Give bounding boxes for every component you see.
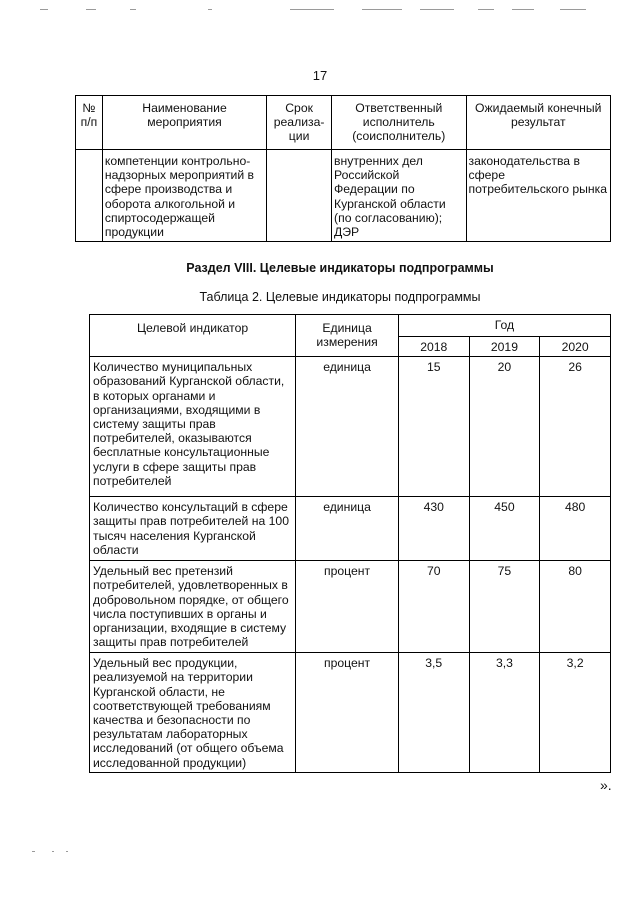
cell-result: законодательства в сфере потребительского рынка	[466, 150, 610, 242]
value-2020: 3,2	[540, 653, 611, 773]
header-year: Год	[398, 315, 610, 337]
header-name: Наименование мероприятия	[102, 96, 266, 150]
header-term: Срок реализа-ции	[267, 96, 332, 150]
header-num: № п/п	[76, 96, 103, 150]
unit-value: единица	[296, 497, 399, 561]
table-row	[90, 561, 611, 653]
header-year-2020: 2020	[540, 337, 611, 357]
value-2019: 20	[469, 357, 540, 497]
section-title: Раздел VIII. Целевые индикаторы подпрограммы	[186, 261, 494, 275]
indicators-table	[89, 314, 611, 773]
header-executor: Ответственный исполнитель (соисполнитель)	[332, 96, 466, 150]
indicator-text: Количество муниципальных образований Курганской области, в которых органами и организациями, входящими в систему защиты прав потребителей, оказываются бесплатные консультационные услуги в сфере защиты прав потребителей	[90, 357, 296, 497]
table-row	[90, 357, 611, 497]
table-row	[76, 150, 611, 242]
table-header-row	[76, 96, 611, 150]
table-header-row	[90, 315, 611, 337]
header-year-2019: 2019	[469, 337, 540, 357]
value-2018: 70	[398, 561, 469, 653]
cell-term	[267, 150, 332, 242]
table-caption: Таблица 2. Целевые индикаторы подпрограммы	[199, 290, 481, 304]
indicator-text: Удельный вес претензий потребителей, удовлетворенных в добровольном порядке, от общего числа поступивших в органы и организации, входящие в систему защиты прав потребителей	[90, 561, 296, 653]
value-2019: 75	[469, 561, 540, 653]
table-row	[90, 497, 611, 561]
closing-quote: ».	[600, 777, 612, 793]
cell-name: компетенции контрольно-надзорных мероприятий в сфере производства и оборота алкогольной и спиртосодержащей продукции	[102, 150, 266, 242]
unit-value: единица	[296, 357, 399, 497]
table-row	[90, 653, 611, 773]
indicator-text: Удельный вес продукции, реализуемой на территории Курганской области, не соответствующей требованиям качества и безопасности по результатам лабораторных исследований (от общего объема исследованной продукции)	[90, 653, 296, 773]
scan-noise-bottom	[30, 848, 90, 854]
value-2019: 450	[469, 497, 540, 561]
value-2018: 15	[398, 357, 469, 497]
value-2020: 480	[540, 497, 611, 561]
unit-value: процент	[296, 561, 399, 653]
value-2020: 26	[540, 357, 611, 497]
header-year-2018: 2018	[398, 337, 469, 357]
unit-value: процент	[296, 653, 399, 773]
scan-noise-top	[0, 8, 640, 12]
header-unit: Единица измерения	[296, 315, 399, 357]
value-2019: 3,3	[469, 653, 540, 773]
page-number: 17	[312, 68, 328, 83]
cell-num	[76, 150, 103, 242]
value-2020: 80	[540, 561, 611, 653]
header-result: Ожидаемый конечный результат	[466, 96, 610, 150]
value-2018: 430	[398, 497, 469, 561]
value-2018: 3,5	[398, 653, 469, 773]
header-indicator: Целевой индикатор	[90, 315, 296, 357]
activities-table	[75, 95, 611, 242]
indicator-text: Количество консультаций в сфере защиты прав потребителей на 100 тысяч населения Курганской области	[90, 497, 296, 561]
cell-executor: внутренних дел Российской Федерации по Курганской области (по согласованию); ДЭР	[332, 150, 466, 242]
